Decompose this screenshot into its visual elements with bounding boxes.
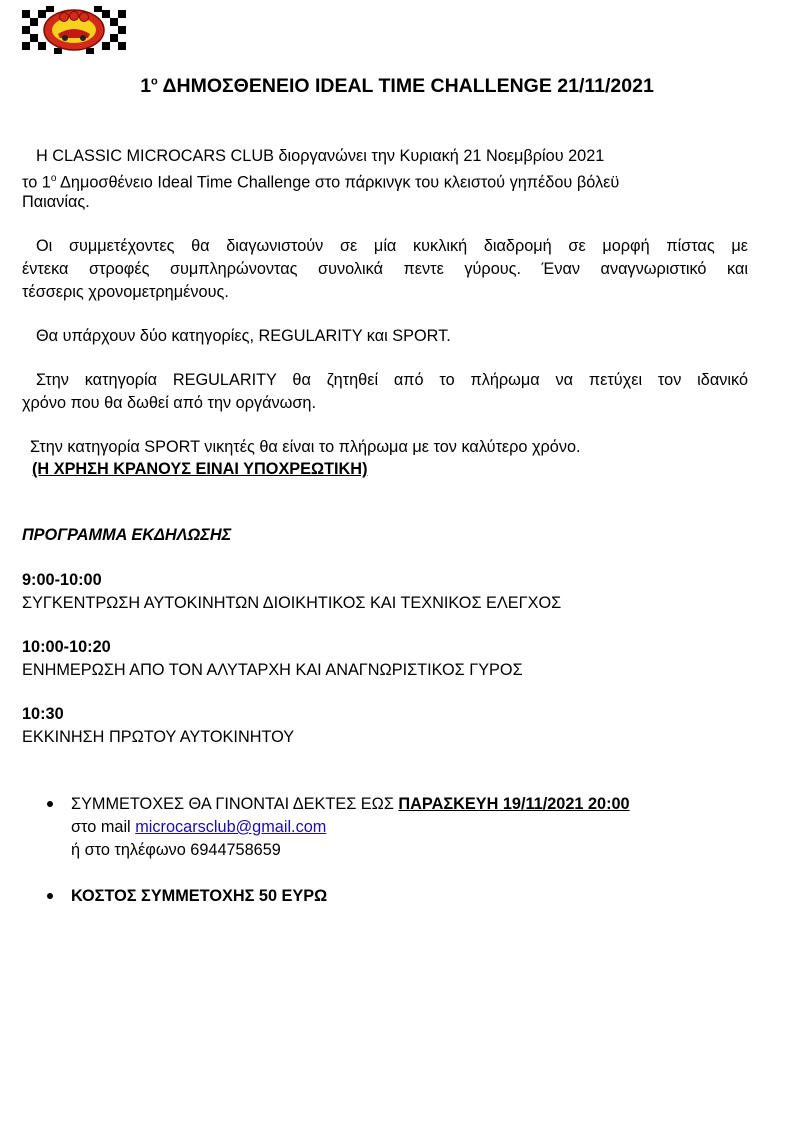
intro-paragraph-2-line-1: Οι συμμετέχοντες θα διαγωνιστούν σε μία κυκλική διαδρομή σε μορφή πίστας με xyxy=(36,237,748,255)
intro-text: Η CLASSIC MICROCARS CLUB διοργανώνει την Κυριακή 21 Νοεμβρίου 2021 xyxy=(36,147,605,165)
club-emblem-icon xyxy=(44,10,104,50)
helmet-requirement-note: (Η ΧΡΗΣΗ ΚΡΑΝΟΥΣ ΕΙΝΑΙ ΥΠΟΧΡΕΩΤΙΚΗ) xyxy=(32,460,368,478)
schedule-time-3: 10:30 xyxy=(22,705,64,723)
schedule-time-2: 10:00-10:20 xyxy=(22,638,111,656)
title-text: ΔΗΜΟΣΘΕΝΕΙΟ IDEAL TIME CHALLENGE 21/11/2021 xyxy=(157,75,654,97)
entry-cost: ΚΟΣΤΟΣ ΣΥΜΜΕΤΟΧΗΣ 50 ΕΥΡΩ xyxy=(71,887,328,905)
title-number: 1 xyxy=(140,75,152,97)
schedule-desc-2: ΕΝΗΜΕΡΩΣΗ ΑΠΟ ΤΟΝ ΑΛΥΤΑΡΧΗ ΚΑΙ ΑΝΑΓΝΩΡΙΣΤΙΚΟΣ ΓΥΡΟΣ xyxy=(22,661,523,679)
entries-deadline: ΠΑΡΑΣΚΕΥΗ 19/11/2021 20:00 xyxy=(398,795,630,813)
schedule-desc-3: ΕΚΚΙΝΗΣΗ ΠΡΩΤΟΥ ΑΥΤΟΚΙΝΗΤΟΥ xyxy=(22,728,295,746)
entries-phone-line: ή στο τηλέφωνο 6944758659 xyxy=(71,841,281,859)
intro-paragraph-4-line-2: χρόνο που θα δωθεί από την οργάνωση. xyxy=(22,394,317,412)
entries-deadline-line xyxy=(71,793,630,816)
schedule-heading: ΠΡΟΓΡΑΜΜΑ ΕΚΔΗΛΩΣΗΣ xyxy=(22,526,232,544)
title-ordinal: ο xyxy=(151,75,158,88)
intro-text: το 1 xyxy=(22,173,51,192)
intro-paragraph-2-line-3: τέσσερις χρονομετρημένους. xyxy=(22,283,229,301)
schedule-time-1: 9:00-10:00 xyxy=(22,571,102,589)
page-title xyxy=(0,75,794,98)
entries-text: ΣΥΜΜΕΤΟΧΕΣ ΘΑ ΓΙΝΟΝΤΑΙ ΔΕΚΤΕΣ ΕΩΣ xyxy=(71,795,399,813)
intro-paragraph-1-line-3: Παιανίας. xyxy=(22,193,90,211)
intro-paragraph-3: Θα υπάρχουν δύο κατηγορίες, REGULARITY και SPORT. xyxy=(36,327,451,345)
intro-paragraph-1-line-1 xyxy=(22,145,604,168)
intro-paragraph-4-line-1: Στην κατηγορία REGULARITY θα ζητηθεί από το πλήρωμα να πετύχει τον ιδανικό xyxy=(36,371,748,389)
schedule-desc-1: ΣΥΓΚΕΝΤΡΩΣΗ ΑΥΤΟΚΙΝΗΤΩΝ ΔΙΟΙΚΗΤΙΚΟΣ ΚΑΙ ΤΕΧΝΙΚΟΣ ΕΛΕΓΧΟΣ xyxy=(22,594,562,612)
ordinal-suffix: ο xyxy=(50,173,57,184)
intro-paragraph-1-line-2 xyxy=(22,168,619,194)
email-link[interactable]: microcarsclub@gmail.com xyxy=(135,818,327,836)
bullet-icon xyxy=(47,893,53,899)
checkered-flag-club-logo xyxy=(20,4,126,56)
intro-text: Δημοσθένειο Ideal Time Challenge στο πάρκινγκ του κλειστού γηπέδου βόλεϋ xyxy=(56,173,620,192)
intro-paragraph-2-line-2: έντεκα στροφές συμπληρώνοντας συνολικά πεντε γύρους. Έναν αναγνωριστικό και xyxy=(22,260,748,278)
entries-mail-line xyxy=(71,816,326,839)
intro-paragraph-5: Στην κατηγορία SPORT νικητές θα είναι το πλήρωμα με τον καλύτερο χρόνο. xyxy=(30,438,581,456)
mail-label: στο mail xyxy=(71,818,136,836)
bullet-icon xyxy=(47,801,53,807)
